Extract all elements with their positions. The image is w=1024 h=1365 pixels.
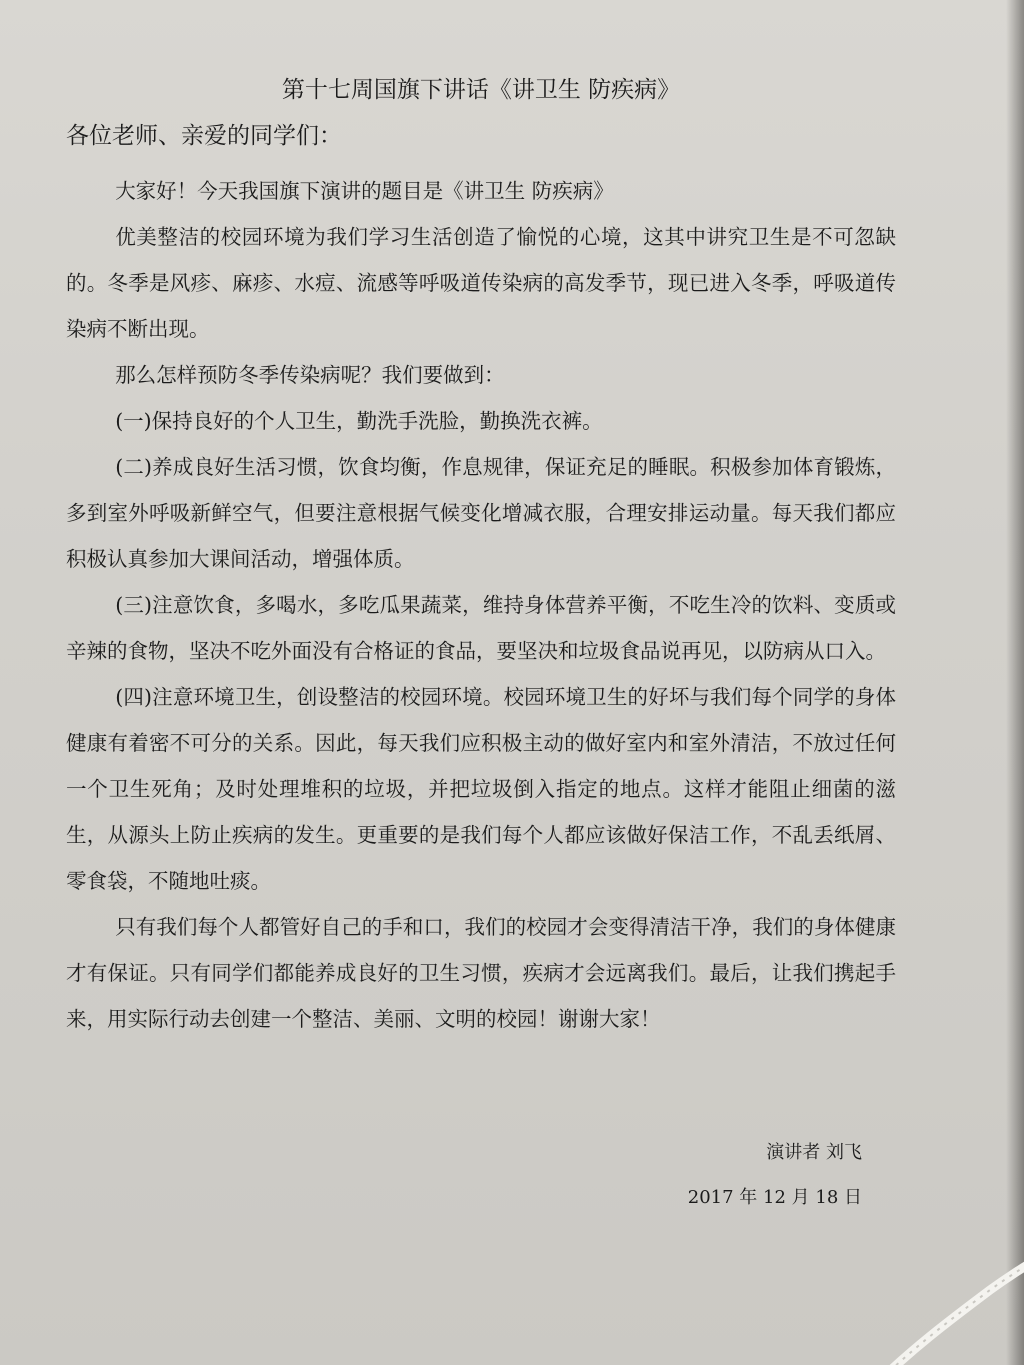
paragraph-point-2: (二)养成良好生活习惯，饮食均衡，作息规律，保证充足的睡眠。积极参加体育锻炼，多到室外呼吸新鲜空气，但要注意根据气候变化增减衣服，合理安排运动量。每天我们都应积极认真参加大课间活动，增强体质。 [66, 455, 896, 571]
speech-date: 2017 年 12 月 18 日 [687, 1187, 862, 1208]
paragraph-greeting: 大家好！今天我国旗下演讲的题目是《讲卫生 防疾病》 [115, 179, 614, 203]
paragraph-point-1: (一)保持良好的个人卫生，勤洗手洗脸，勤换洗衣裤。 [115, 409, 603, 433]
paragraph-question: 那么怎样预防冬季传染病呢？我们要做到： [115, 363, 505, 387]
speaker-signature: 演讲者 刘飞 [766, 1142, 862, 1163]
white-cord-decoration [830, 1230, 1024, 1365]
document-title: 第十七周国旗下讲话《讲卫生 防疾病》 [281, 77, 681, 103]
paragraph-intro: 优美整洁的校园环境为我们学习生活创造了愉悦的心境，这其中讲究卫生是不可忽缺的。冬季是风疹、麻疹、水痘、流感等呼吸道传染病的高发季节，现已进入冬季，呼吸道传染病不断出现。 [66, 225, 896, 341]
paragraph-conclusion: 只有我们每个人都管好自己的手和口，我们的校园才会变得清洁干净，我们的身体健康才有保证。只有同学们都能养成良好的卫生习惯，疾病才会远离我们。最后，让我们携起手来，用实际行动去创建一个整洁、美丽、文明的校园！谢谢大家！ [66, 915, 896, 1031]
paragraph-point-4: (四)注意环境卫生，创设整洁的校园环境。校园环境卫生的好坏与我们每个同学的身体健康有着密不可分的关系。因此，每天我们应积极主动的做好室内和室外清洁，不放过任何一个卫生死角；及时处理堆积的垃圾，并把垃圾倒入指定的地点。这样才能阻止细菌的滋生，从源头上防止疾病的发生。更重要的是我们每个人都应该做好保洁工作，不乱丢纸屑、零食袋，不随地吐痰。 [66, 685, 896, 893]
document-body [66, 168, 896, 1042]
page-edge-shadow [1006, 0, 1024, 1365]
salutation: 各位老师、亲爱的同学们： [66, 123, 342, 149]
paragraph-point-3: (三)注意饮食，多喝水，多吃瓜果蔬菜，维持身体营养平衡，不吃生冷的饮料、变质或辛辣的食物，坚决不吃外面没有合格证的食品，要坚决和垃圾食品说再见，以防病从口入。 [66, 593, 896, 663]
